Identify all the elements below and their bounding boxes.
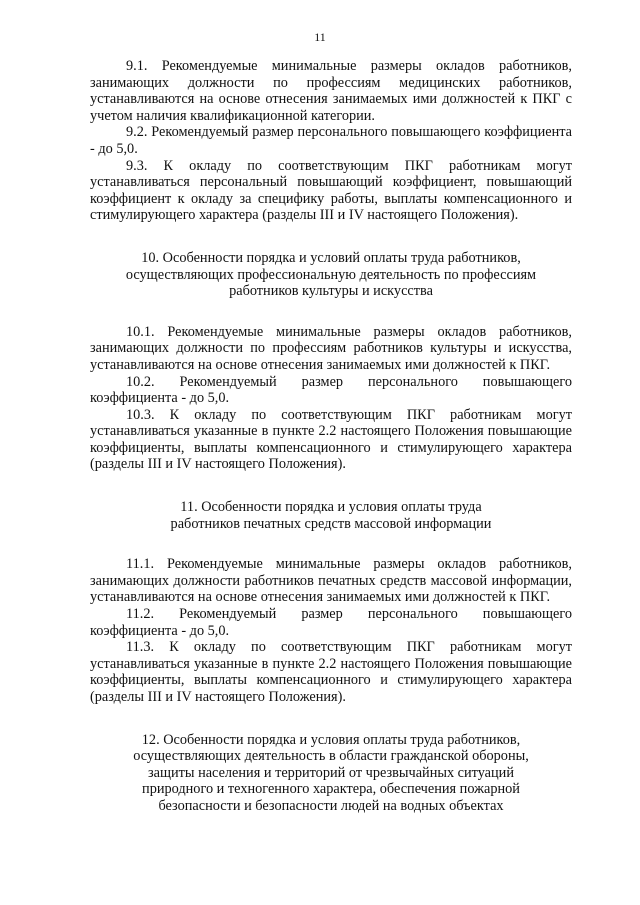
heading-line: 10. Особенности порядка и условий оплаты труда работников, (141, 249, 521, 266)
heading-line: 12. Особенности порядка и условия оплаты труда работников, (141, 731, 521, 748)
page-number: 11 (314, 30, 326, 44)
paragraph-10-3: 10.3. К окладу по соответствующим ПКГ работникам могут устанавливаться указанные в пункте 2.2 настоящего Положения повышающие коэффициенты, выплаты компенсационного и стимулирующего характера (разделы III и IV настоящего Положения). (90, 406, 572, 473)
paragraph-10-2: 10.2. Рекомендуемый размер персонального повышающего коэффициента - до 5,0. (90, 373, 572, 407)
paragraph-9-1: 9.1. Рекомендуемые минимальные размеры окладов работников, занимающих должности по профессиям медицинских работников, устанавливаются на основе отнесения занимаемых ими должностей к ПКГ с учетом наличия квалификационной категории. (90, 58, 572, 124)
section-11-heading (90, 499, 572, 532)
heading-line: 11. Особенности порядка и условия оплаты труда (180, 499, 482, 516)
paragraph-10-1: 10.1. Рекомендуемые минимальные размеры окладов работников, занимающих должности по профессиям работников культуры и искусства, устанавливаются на основе отнесения занимаемых ими должностей к ПКГ. (90, 323, 572, 373)
heading-line: безопасности и безопасности людей на водных объектах (158, 797, 504, 814)
heading-line: природного и техногенного характера, обеспечения пожарной (142, 781, 520, 798)
section-12-heading (90, 732, 572, 815)
paragraph-11-1: 11.1. Рекомендуемые минимальные размеры окладов работников, занимающих должности работников печатных средств массовой информации, устанавливаются на основе отнесения занимаемых ими должностей к ПКГ. (90, 556, 572, 606)
paragraph-11-2: 11.2. Рекомендуемый размер персонального повышающего коэффициента - до 5,0. (90, 606, 572, 639)
heading-line: работников культуры и искусства (229, 283, 433, 300)
section-10-heading (90, 250, 572, 300)
paragraph-9-3: 9.3. К окладу по соответствующим ПКГ работникам могут устанавливаться персональный повышающий коэффициент, повышающий коэффициент к окладу за специфику работы, выплаты компенсационного и стимулирующего характера (разделы III и IV настоящего Положения). (90, 157, 572, 224)
heading-line: осуществляющих профессиональную деятельность по профессиям (125, 266, 537, 283)
document-body (90, 58, 572, 815)
heading-line: работников печатных средств массовой информации (170, 515, 492, 532)
heading-line: осуществляющих деятельность в области гражданской обороны, (133, 748, 529, 765)
heading-line: защиты населения и территорий от чрезвычайных ситуаций (147, 764, 514, 781)
paragraph-9-2: 9.2. Рекомендуемый размер персонального повышающего коэффициента - до 5,0. (90, 124, 572, 157)
paragraph-11-3: 11.3. К окладу по соответствующим ПКГ работникам могут устанавливаться указанные в пункте 2.2 настоящего Положения повышающие коэффициенты, выплаты компенсационного и стимулирующего характера (разделы III и IV настоящего Положения). (90, 639, 572, 705)
